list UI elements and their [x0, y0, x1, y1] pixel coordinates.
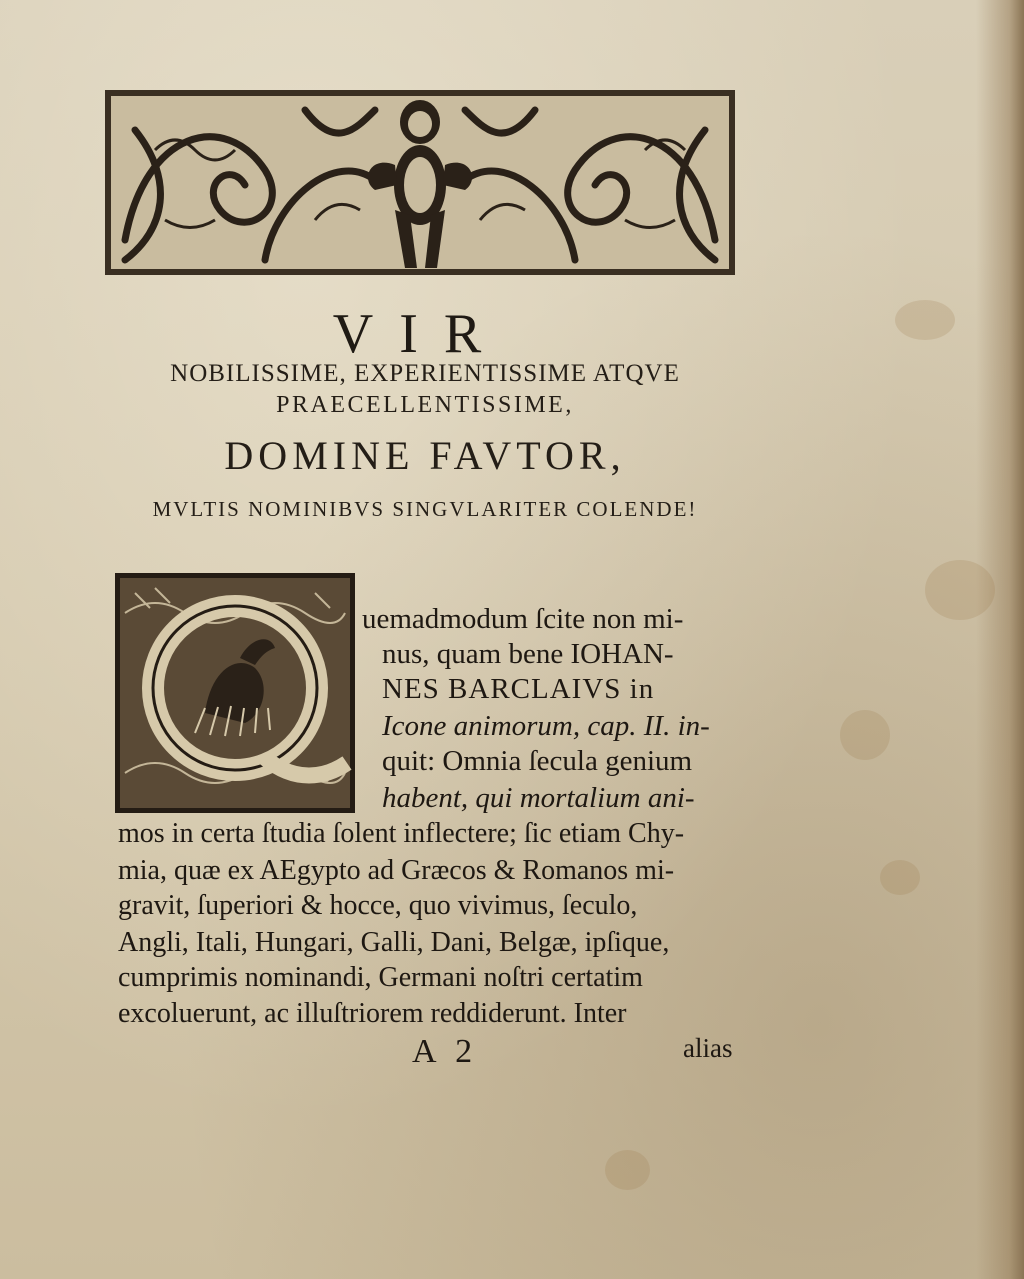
body-line-2: nus, quam bene IOHAN- [382, 638, 674, 670]
foxing-stain [895, 300, 955, 340]
signature-mark: A 2 [412, 1033, 479, 1070]
foxing-stain [925, 560, 995, 620]
foxing-stain [840, 710, 890, 760]
body-line-10: Angli, Itali, Hungari, Galli, Dani, Belgæ, ipſique, [118, 927, 670, 958]
catchword: alias [683, 1033, 733, 1063]
body-line-3: NES BARCLAIVS in [382, 673, 655, 705]
body-line-1: uemadmodum ſcite non mi- [362, 603, 684, 635]
body-line-12: excoluerunt, ac illuſtriorem reddiderunt. Inter [118, 998, 627, 1029]
headpiece-ornament-icon [105, 90, 735, 275]
body-line-11: cumprimis nominandi, Germani noſtri certatim [118, 962, 643, 993]
foxing-stain [880, 860, 920, 895]
page-edge [976, 0, 1024, 1279]
body-line-9: gravit, ſuperiori & hocce, quo vivimus, ſeculo, [118, 890, 638, 921]
heading-vir: VIR [332, 303, 508, 365]
heading-line-4: MVLTIS NOMINIBVS SINGVLARITER COLENDE! [152, 497, 698, 521]
body-line-4: Icone animorum, cap. II. in- [382, 710, 710, 742]
body-line-8: mia, quæ ex AEgypto ad Græcos & Romanos mi- [118, 855, 675, 886]
body-line-6: habent, qui mortalium ani- [382, 782, 695, 814]
phoenix-initial-q-icon [115, 573, 355, 813]
heading-line-2: PRAECELLENTISSIME, [276, 392, 574, 418]
body-line-5: quit: Omnia ſecula genium [382, 745, 693, 777]
heading-line-3: DOMINE FAVTOR, [224, 433, 626, 478]
body-line-7: mos in certa ſtudia ſolent inflectere; ſic etiam Chy- [118, 818, 685, 849]
heading-line-1: NOBILISSIME, EXPERIENTISSIME ATQVE [170, 360, 680, 387]
foxing-stain [605, 1150, 650, 1190]
